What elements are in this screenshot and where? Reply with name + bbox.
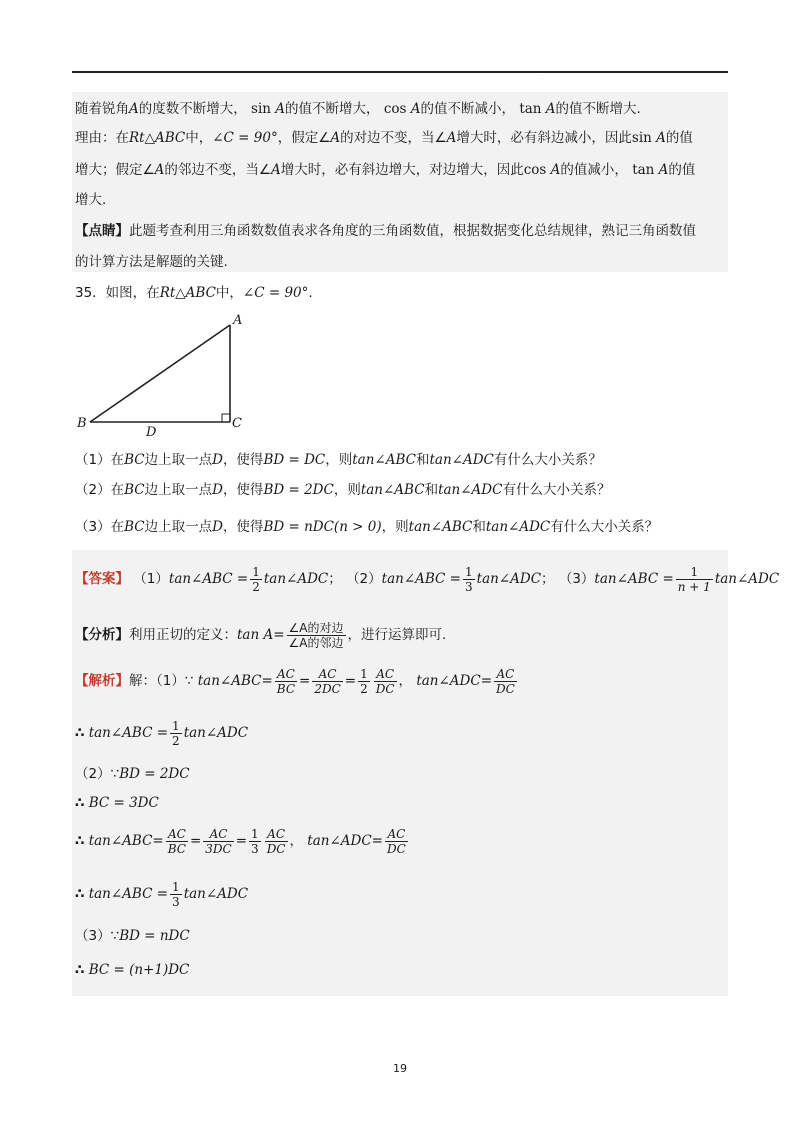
math-expr: tan∠ADC <box>485 519 551 535</box>
text: （2） <box>346 571 382 587</box>
math-fn: tan <box>632 162 655 178</box>
numerator: AC <box>385 827 408 842</box>
math-expr: tan∠ADC <box>183 886 249 902</box>
math-var: A <box>330 130 341 146</box>
denominator: 2 <box>252 579 260 594</box>
fraction <box>250 565 262 594</box>
fraction <box>358 667 370 696</box>
denominator: 3 <box>251 841 259 856</box>
denominator: 2DC <box>314 681 341 696</box>
vertex-label-b: B <box>77 416 87 431</box>
numerator: 1 <box>465 564 473 579</box>
math-var: A <box>656 130 666 146</box>
header-rule <box>72 71 728 73</box>
text: （3） <box>558 571 595 587</box>
denominator: DC <box>266 841 286 856</box>
denominator: 3DC <box>205 841 232 856</box>
math-expr: tan∠ADC <box>438 482 503 498</box>
math-expr: tan∠ADC <box>183 725 249 741</box>
text: 的值不断增大， <box>285 101 380 117</box>
subquestion-2 <box>75 480 610 500</box>
solution-line-8 <box>75 960 189 980</box>
side-ab <box>90 325 230 422</box>
vertex-label-a: A <box>233 313 243 328</box>
math-var: BC <box>124 482 145 498</box>
numerator: 1 <box>172 718 180 733</box>
math-expr: tan∠ADC= <box>416 673 493 689</box>
fraction <box>170 719 182 748</box>
text: 有什么大小关系？ <box>493 452 602 468</box>
text: ，使得 <box>222 519 264 535</box>
text: 的值 <box>668 162 696 178</box>
text: 利用正切的定义： <box>129 627 237 643</box>
text: 理由：在 <box>75 130 129 146</box>
math-expr: tan∠ABC = <box>594 571 674 587</box>
fraction <box>287 621 346 650</box>
math-expr: tan∠ABC = <box>88 725 169 741</box>
math-expr: BD = nDC <box>119 928 190 944</box>
math-var: A <box>275 101 286 117</box>
math-fn: sin <box>631 130 652 146</box>
solution-continuation-block <box>72 92 728 272</box>
text: = <box>189 833 202 849</box>
numerator: 1 <box>676 565 713 580</box>
fraction <box>170 880 182 909</box>
text: 的值减小， <box>560 162 628 178</box>
vertex-label-c: C <box>232 416 242 431</box>
math-expr: tan∠ADC <box>714 571 780 587</box>
math-expr: tan∠ADC <box>476 571 542 587</box>
text: 增大时，必有斜边增大，对边增大，因此 <box>280 162 524 178</box>
math-var: BC <box>124 519 145 535</box>
text: 边上取一点 <box>144 452 213 468</box>
continuation-line-4: 增大. <box>75 192 107 208</box>
math-expr: BD = DC <box>263 452 326 468</box>
text: ，则 <box>325 452 353 468</box>
math-expr: tan∠ABC = <box>88 886 169 902</box>
math-expr: tan∠ABC <box>352 452 416 468</box>
numerator: AC <box>275 667 297 682</box>
text: 和 <box>424 482 439 498</box>
math-var: D <box>212 519 223 535</box>
denominator: 2 <box>172 733 180 748</box>
math-expr: Rt△ABC <box>159 285 216 301</box>
text: 边上取一点 <box>144 482 213 498</box>
text: ； <box>541 571 555 587</box>
numerator: AC <box>166 827 188 842</box>
denominator: BC <box>276 681 296 696</box>
comment-text: 此题考查利用三角函数数值表求各角度的三角函数值，根据数据变化总结规律，熟记三角函数值 <box>129 223 696 239</box>
math-expr: tan∠ABC <box>408 519 473 535</box>
text: （3）∵ <box>75 928 120 944</box>
fraction <box>275 667 297 696</box>
text: ，假定∠ <box>277 130 331 146</box>
question-35-stem <box>75 283 313 303</box>
fraction <box>249 827 261 856</box>
denominator: ∠A的邻边 <box>288 635 344 650</box>
text: ，进行运算即可. <box>347 627 447 643</box>
text: ； <box>328 571 342 587</box>
math-expr: ∠C = 90° <box>242 285 309 301</box>
math-expr: BC = 3DC <box>88 795 159 811</box>
comment-tag: 【点睛】 <box>75 223 129 239</box>
text: （1） <box>133 571 169 587</box>
solution-line-6 <box>75 877 248 911</box>
text: （3）在 <box>75 519 125 535</box>
math-expr: tan∠ADC <box>263 571 329 587</box>
math-var: A <box>154 162 165 178</box>
denominator: BC <box>167 841 186 856</box>
therefore-symbol: ∴ <box>75 795 85 811</box>
answer-line <box>75 562 779 596</box>
text: （2）∵ <box>75 766 120 782</box>
math-expr: tan A= <box>237 627 285 643</box>
math-var: A <box>658 162 669 178</box>
text: 增大；假定∠ <box>75 162 155 178</box>
therefore-symbol: ∴ <box>75 833 85 849</box>
text: ， <box>398 673 413 689</box>
solution-line-3 <box>75 764 190 784</box>
fraction <box>312 667 342 696</box>
math-expr: tan∠ADC= <box>307 833 383 849</box>
right-angle-mark <box>222 414 230 422</box>
fraction <box>265 827 288 856</box>
text: ，使得 <box>222 482 264 498</box>
continuation-line-2 <box>75 128 693 148</box>
numerator: 1 <box>172 879 180 894</box>
math-expr: tan∠ABC= <box>88 833 164 849</box>
subquestion-3 <box>75 517 658 537</box>
solution-line-4 <box>75 793 159 813</box>
numerator: AC <box>494 667 517 682</box>
math-var: A <box>129 101 139 117</box>
math-fn: cos <box>383 101 407 117</box>
numerator: AC <box>203 827 233 842</box>
numerator: AC <box>374 667 397 682</box>
comment-line-2: 的计算方法是解题的关键. <box>75 254 228 270</box>
therefore-symbol: ∴ <box>75 725 85 741</box>
solution-line-2 <box>75 716 248 750</box>
denominator: 3 <box>465 579 473 594</box>
fraction <box>463 565 475 594</box>
math-var: BC <box>124 452 145 468</box>
solution-line-7 <box>75 926 190 946</box>
solution-tag: 【解析】 <box>75 673 129 689</box>
math-var: D <box>212 482 223 498</box>
text: 中， <box>185 130 213 146</box>
denominator: DC <box>375 681 395 696</box>
page-number: 19 <box>393 1062 407 1075</box>
math-var: A <box>446 130 457 146</box>
text: ，使得 <box>222 452 264 468</box>
math-expr: tan∠ABC= <box>197 673 273 689</box>
math-expr: ∠C = 90° <box>212 130 278 146</box>
analysis-line <box>75 618 446 652</box>
text: 有什么大小关系？ <box>502 482 611 498</box>
fraction <box>494 667 517 696</box>
solution-line-5 <box>75 824 410 858</box>
text: 中， <box>215 285 243 301</box>
therefore-symbol: ∴ <box>75 886 85 902</box>
denominator: 3 <box>172 894 180 909</box>
fraction <box>374 667 397 696</box>
math-var: D <box>212 452 223 468</box>
math-fn: tan <box>519 101 542 117</box>
math-var: A <box>270 162 281 178</box>
numerator: AC <box>312 667 342 682</box>
math-var: A <box>550 162 561 178</box>
text: 有什么大小关系？ <box>550 519 659 535</box>
math-expr: Rt△ABC <box>129 130 186 146</box>
math-expr: tan∠ABC = <box>381 571 461 587</box>
text: = <box>299 673 311 689</box>
text: 的对边不变，当∠ <box>340 130 447 146</box>
math-expr: tan∠ADC <box>429 452 494 468</box>
math-expr: BC = (n+1)DC <box>88 962 190 978</box>
math-expr: tan∠ABC <box>360 482 425 498</box>
point-label-d: D <box>146 425 157 440</box>
subquestion-1 <box>75 450 602 470</box>
denominator: DC <box>387 841 406 856</box>
math-expr: BD = 2DC <box>263 482 334 498</box>
text: 的值不断增大. <box>555 101 641 117</box>
text: 解：（1）∵ <box>129 673 194 689</box>
analysis-tag: 【分析】 <box>75 627 129 643</box>
solution-line-1 <box>75 664 519 698</box>
denominator: 2 <box>360 681 368 696</box>
text: （1）在 <box>75 452 125 468</box>
numerator: 1 <box>252 564 260 579</box>
text: . <box>308 285 313 301</box>
text: 的度数不断增大， <box>138 101 247 117</box>
question-number: 35．如图，在 <box>75 285 160 301</box>
text: 和 <box>415 452 430 468</box>
numerator: 1 <box>251 826 259 841</box>
text: 边上取一点 <box>144 519 213 535</box>
math-fn: sin <box>251 101 271 117</box>
numerator: ∠A的对边 <box>288 620 344 635</box>
comment-line-1 <box>75 221 696 241</box>
fraction <box>385 827 408 856</box>
denominator: DC <box>496 681 515 696</box>
text: 的值不断减小， <box>420 101 516 117</box>
math-expr: BD = nDC(n > 0) <box>263 519 382 535</box>
therefore-symbol: ∴ <box>75 962 85 978</box>
text: 随着锐角 <box>75 101 129 117</box>
math-expr: BD = 2DC <box>119 766 190 782</box>
text: 和 <box>472 519 486 535</box>
text: 的邻边不变，当∠ <box>164 162 271 178</box>
text: 的值 <box>665 130 693 146</box>
math-var: A <box>410 101 421 117</box>
fraction <box>676 565 713 594</box>
text: = <box>344 673 357 689</box>
text: ， <box>289 833 303 849</box>
text: ，则 <box>381 519 409 535</box>
text: 增大时，必有斜边减小，因此 <box>456 130 632 146</box>
math-var: A <box>545 101 556 117</box>
header-dot: . <box>541 74 543 81</box>
text: （2）在 <box>75 482 125 498</box>
answer-tag: 【答案】 <box>75 571 129 587</box>
math-expr: tan∠ABC = <box>168 571 249 587</box>
denominator: n + 1 <box>677 579 711 594</box>
numerator: AC <box>265 827 288 842</box>
text: ，则 <box>333 482 361 498</box>
fraction <box>166 827 188 856</box>
numerator: 1 <box>360 666 368 681</box>
fraction <box>203 827 233 856</box>
math-fn: cos <box>523 162 547 178</box>
text: = <box>235 833 248 849</box>
continuation-line-3 <box>75 160 695 180</box>
continuation-line-1 <box>75 99 641 119</box>
